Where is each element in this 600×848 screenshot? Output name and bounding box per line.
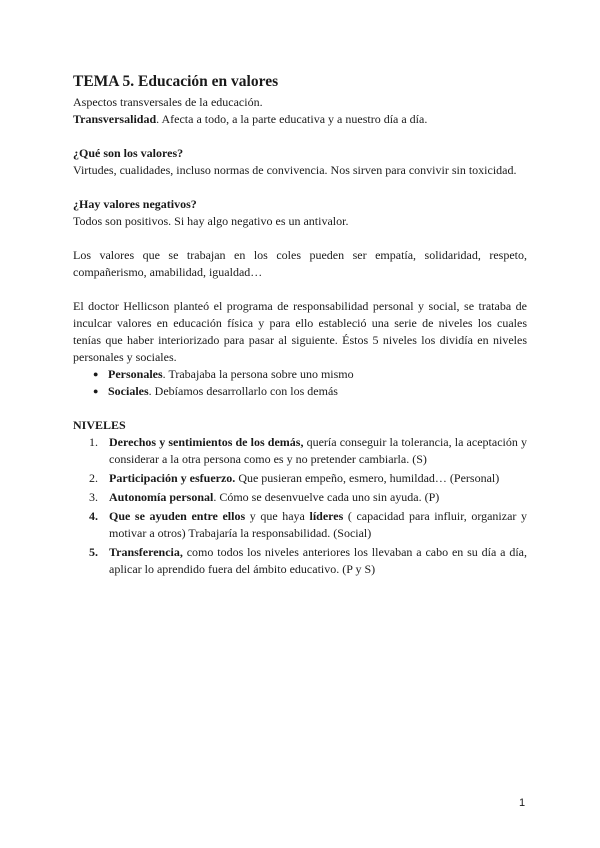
document-page	[73, 73, 527, 580]
levels-type-list	[73, 366, 527, 400]
list-item: ● Sociales. Debíamos desarrollarlo con los demás	[93, 383, 527, 400]
list-item: ● Personales. Trabajaba la persona sobre uno mismo	[93, 366, 527, 383]
page-number: 1	[519, 797, 526, 809]
transversalidad-term: Transversalidad	[73, 112, 157, 126]
subtitle: Aspectos transversales de la educación.	[73, 95, 263, 109]
question-values: ¿Qué son los valores?	[73, 146, 184, 160]
transversalidad-text: . Afecta a todo, a la parte educativa y a nuestro día a día.	[156, 112, 428, 126]
niveles-heading: NIVELES	[73, 418, 126, 432]
paragraph-hellicson: El doctor Hellicson planteó el programa de responsabilidad personal y social, se trataba de inculcar valores en educación física y para ello estableció una serie de niveles los cuales tenías que haber interiorizado para pasar al siguiente. Éstos 5 niveles los dividía en niveles personales y sociales.	[73, 299, 527, 364]
answer-values: Virtudes, cualidades, incluso normas de convivencia. Nos sirven para convivir sin toxicidad.	[73, 163, 517, 177]
list-item: 5. Transferencia, como todos los niveles anteriores los llevaban a cabo en su día a día, aplicar lo aprendido fuera del ámbito educativo. (P y S)	[89, 545, 527, 576]
list-item: 2. Participación y esfuerzo. Que pusieran empeño, esmero, humildad… (Personal)	[89, 471, 500, 485]
list-item: 4. Que se ayuden entre ellos y que haya líderes ( capacidad para influir, organizar y motivar a otros) Trabajaría la responsabilidad. (Social)	[89, 509, 528, 540]
paragraph-values-schools: Los valores que se trabajan en los coles pueden ser empatía, solidaridad, respeto, compañerismo, amabilidad, igualdad…	[73, 248, 527, 279]
page-title: TEMA 5. Educación en valores	[73, 73, 279, 90]
transversalidad-line	[73, 111, 527, 128]
niveles-list	[73, 434, 527, 578]
list-item: 3. Autonomía personal. Cómo se desenvuelve cada uno sin ayuda. (P)	[89, 490, 440, 504]
answer-negative-values: Todos son positivos. Si hay algo negativo es un antivalor.	[73, 214, 349, 228]
question-negative-values: ¿Hay valores negativos?	[73, 197, 197, 211]
list-item: 1. Derechos y sentimientos de los demás, quería conseguir la tolerancia, la aceptación y considerar a la otra persona como es y no pretender cambiarla. (S)	[89, 435, 528, 466]
